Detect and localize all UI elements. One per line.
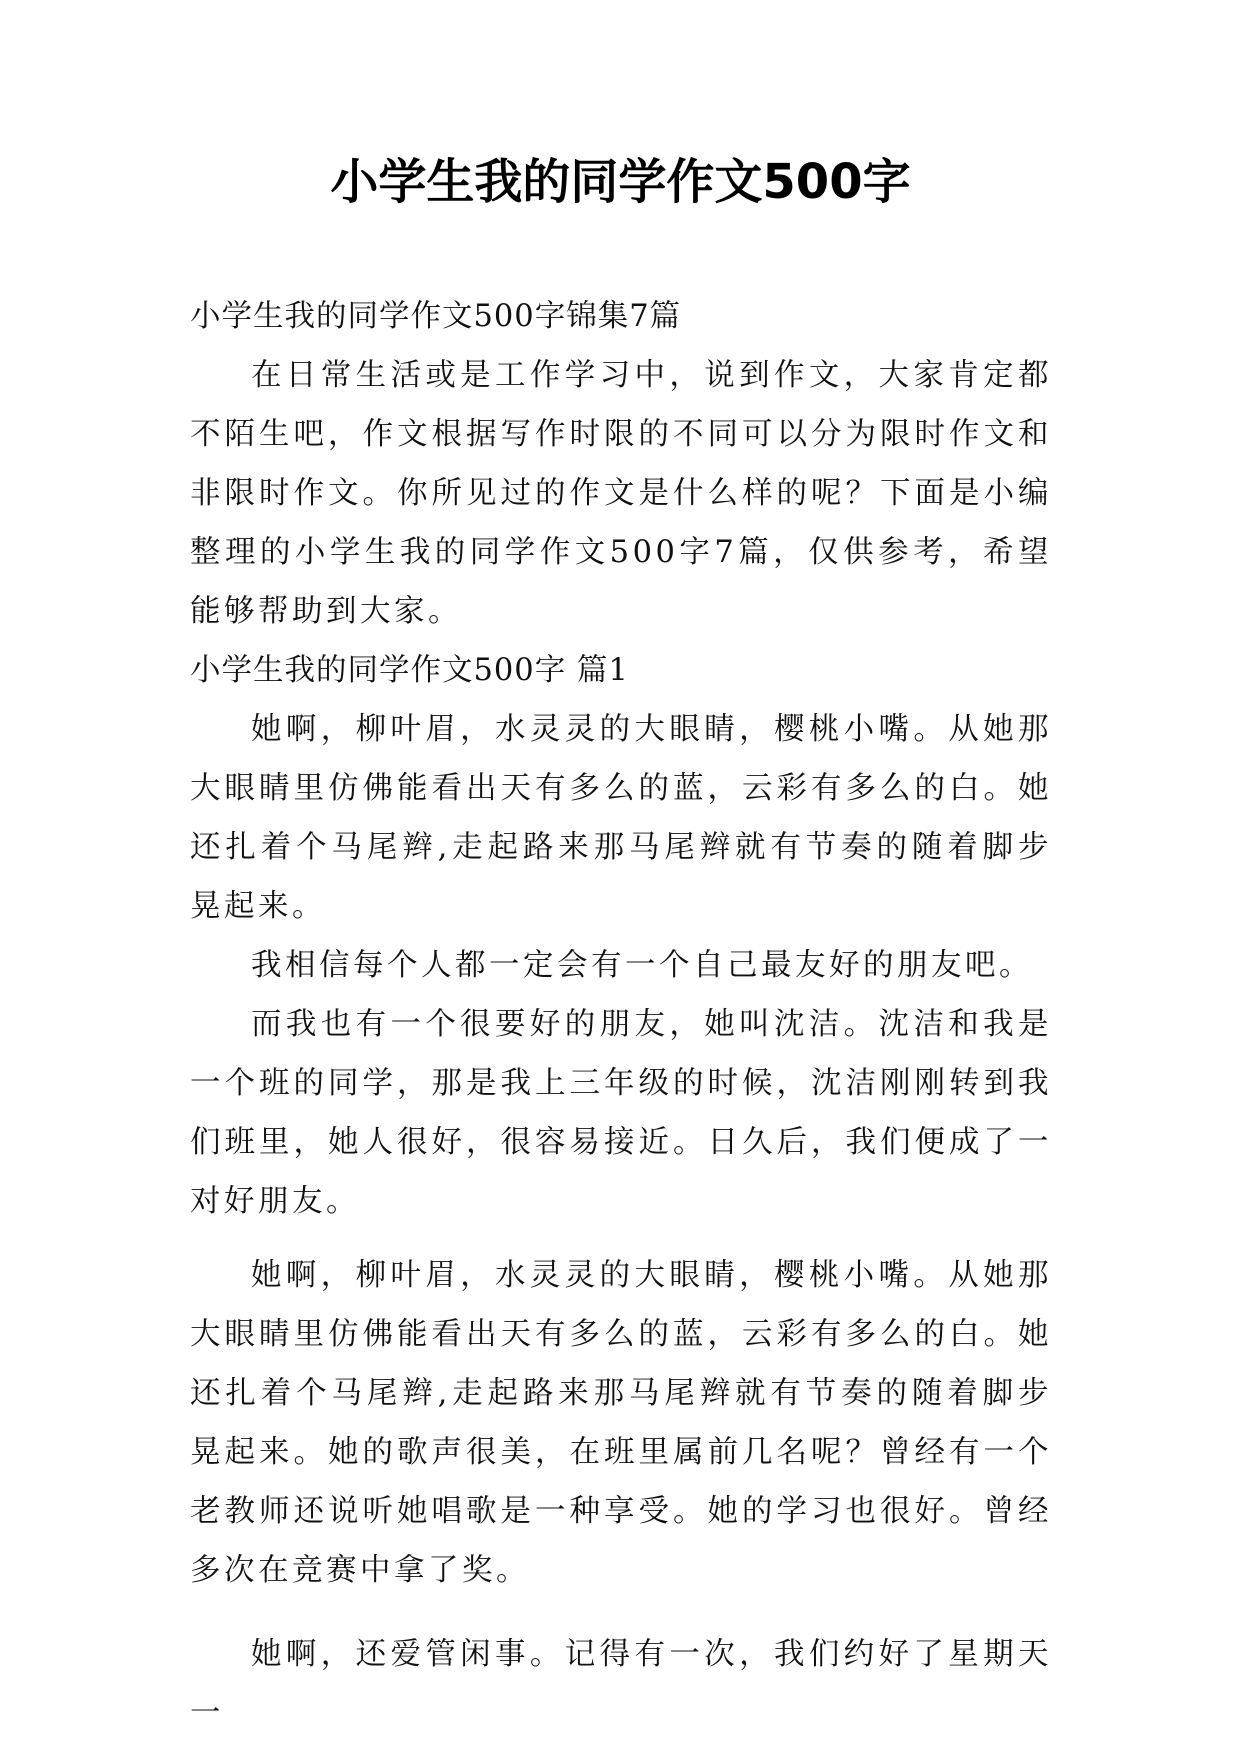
collection-heading: 小学生我的同学作文500字锦集7篇 — [190, 299, 682, 334]
body-paragraph: 她啊，柳叶眉，水灵灵的大眼睛，樱桃小嘴。从她那大眼睛里仿佛能看出天有多么的蓝，云彩有多么的白。她还扎着个马尾辫,走起路来那马尾辫就有节奏的随着脚步晃起来。 — [190, 712, 1052, 924]
intro-paragraph: 在日常生活或是工作学习中，说到作文，大家肯定都不陌生吧，作文根据写作时限的不同可以分为限时作文和非限时作文。你所见过的作文是什么样的呢？下面是小编整理的小学生我的同学作文500字7篇，仅供参考，希望能够帮助到大家。 — [190, 358, 1052, 629]
section-heading: 小学生我的同学作文500字 篇1 — [190, 653, 629, 688]
document-body — [190, 287, 1052, 1743]
body-paragraph: 她啊，柳叶眉，水灵灵的大眼睛，樱桃小嘴。从她那大眼睛里仿佛能看出天有多么的蓝，云彩有多么的白。她还扎着个马尾辫,走起路来那马尾辫就有节奏的随着脚步晃起来。她的歌声很美，在班里属前几名呢？曾经有一个老教师还说听她唱歌是一种享受。她的学习也很好。曾经多次在竞赛中拿了奖。 — [190, 1258, 1052, 1588]
body-paragraph: 她啊，还爱管闲事。记得有一次，我们约好了星期天一 — [190, 1637, 1052, 1731]
document-title: 小学生我的同学作文500字 — [330, 154, 911, 210]
body-paragraph: 我相信每个人都一定会有一个自己最友好的朋友吧。 — [251, 948, 1033, 983]
body-paragraph: 而我也有一个很要好的朋友，她叫沈洁。沈洁和我是一个班的同学，那是我上三年级的时候，沈洁刚刚转到我们班里，她人很好，很容易接近。日久后，我们便成了一对好朋友。 — [190, 1007, 1052, 1219]
